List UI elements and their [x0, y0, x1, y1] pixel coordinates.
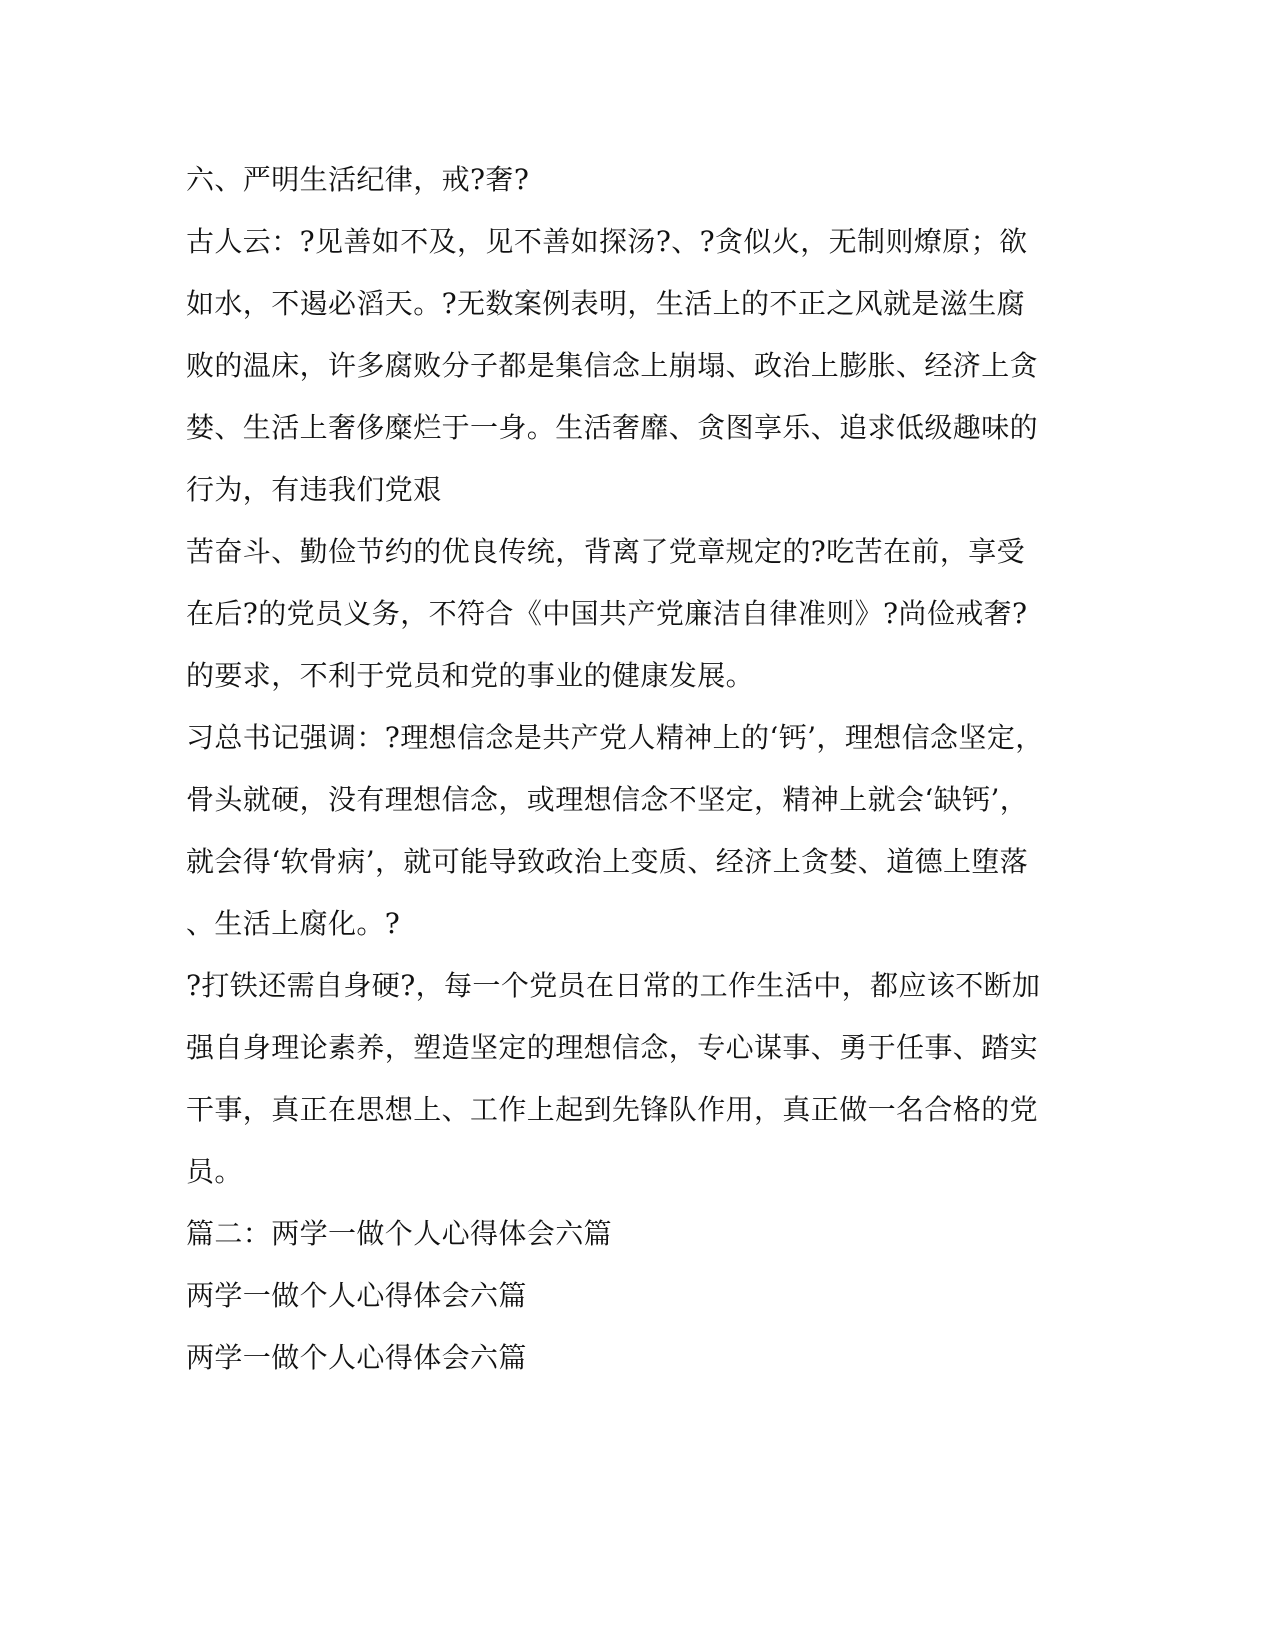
text-line: 败的温床，许多腐败分子都是集信念上崩塌、政治上膨胀、经济上贪: [186, 349, 1039, 382]
text-line: ?打铁还需自身硬?，每一个党员在日常的工作生活中，都应该不断加: [186, 969, 1041, 1002]
section-heading: 篇二：两学一做个人心得体会六篇: [186, 1217, 613, 1250]
text-line: 婪、生活上奢侈糜烂于一身。生活奢靡、贪图享乐、追求低级趣味的: [186, 411, 1039, 444]
text-line: 习总书记强调：?理想信念是共产党人精神上的‘钙’，理想信念坚定，: [186, 721, 1044, 754]
subheading: 两学一做个人心得体会六篇: [186, 1279, 527, 1312]
section-heading: 六、严明生活纪律，戒?奢?: [186, 163, 530, 196]
text-line: 骨头就硬，没有理想信念，或理想信念不坚定，精神上就会‘缺钙’，: [186, 783, 1029, 816]
text-line: 强自身理论素养，塑造坚定的理想信念，专心谋事、勇于任事、踏实: [186, 1031, 1039, 1064]
text-line: 干事，真正在思想上、工作上起到先锋队作用，真正做一名合格的党: [186, 1093, 1039, 1126]
subheading: 两学一做个人心得体会六篇: [186, 1341, 527, 1374]
text-line: 的要求，不利于党员和党的事业的健康发展。: [186, 659, 755, 692]
document-body: [186, 149, 1086, 1389]
text-line: 行为，有违我们党艰: [186, 473, 442, 506]
text-line: 如水，不遏必滔天。?无数案例表明，生活上的不正之风就是滋生腐: [186, 287, 1026, 320]
text-line: 苦奋斗、勤俭节约的优良传统，背离了党章规定的?吃苦在前，享受: [186, 535, 1026, 568]
text-line: 在后?的党员义务，不符合《中国共产党廉洁自律准则》?尚俭戒奢?: [186, 597, 1028, 630]
text-line: 员。: [186, 1155, 243, 1188]
text-line: 、生活上腐化。?: [186, 907, 401, 940]
text-line: 就会得‘软骨病’，就可能导致政治上变质、经济上贪婪、道德上堕落: [186, 845, 1029, 878]
text-line: 古人云：?见善如不及，见不善如探汤?、?贪似火，无制则燎原；欲: [186, 225, 1028, 258]
